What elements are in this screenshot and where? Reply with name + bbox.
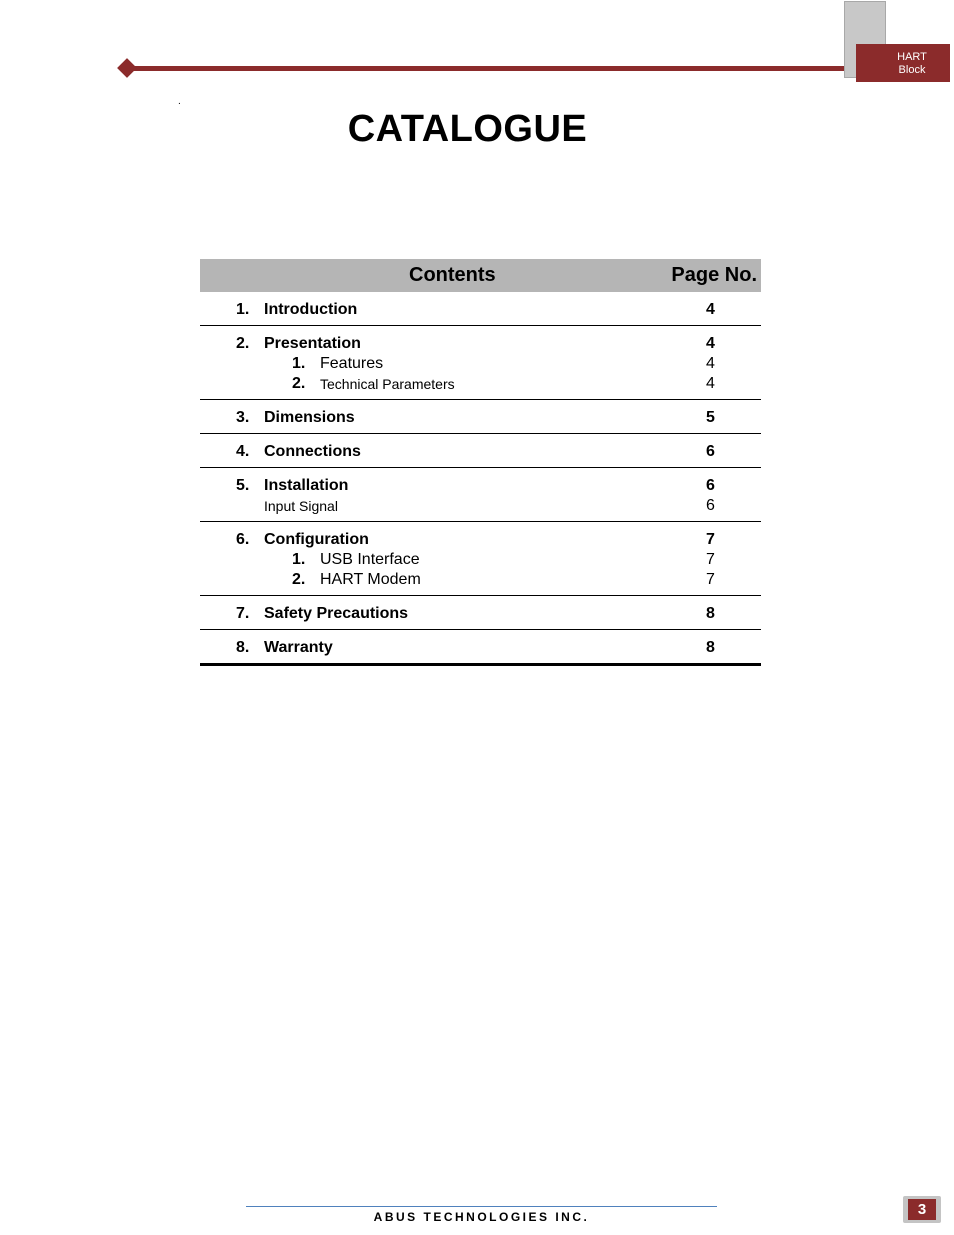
toc-entry-page: 7 — [706, 571, 715, 588]
toc-entry-page: 5 — [706, 409, 715, 426]
toc-entry-page: 7 — [706, 551, 715, 568]
contents-column-header: Contents — [409, 264, 496, 286]
toc-section — [200, 522, 761, 596]
toc-entry-label: Connections — [264, 443, 361, 460]
toc-entry-page: 7 — [706, 531, 715, 548]
toc-section — [200, 292, 761, 326]
toc-entry[interactable] — [200, 530, 761, 550]
toc-section — [200, 630, 761, 666]
footer-rule — [246, 1206, 717, 1207]
toc-entry[interactable] — [200, 638, 761, 658]
toc-entry-label: Configuration — [264, 531, 369, 548]
toc-entry-page: 4 — [706, 355, 715, 372]
toc-section — [200, 468, 761, 522]
toc-entry-label: Introduction — [264, 301, 358, 318]
toc-subentry[interactable] — [200, 550, 761, 570]
toc-entry-number: 2. — [292, 571, 306, 588]
toc-entry-page: 4 — [706, 375, 715, 392]
header-rule — [126, 66, 858, 71]
toc-entry[interactable] — [200, 442, 761, 462]
toc-section — [200, 326, 761, 400]
toc-entry-number: 1. — [236, 301, 250, 318]
toc-entry-page: 6 — [706, 477, 715, 494]
toc-entry-number: 4. — [236, 443, 250, 460]
page-number-column-header: Page No. — [671, 264, 757, 286]
toc-entry-label: Input Signal — [264, 498, 338, 514]
toc-entry-page: 4 — [706, 335, 715, 352]
toc-entry-label: Presentation — [264, 335, 361, 352]
toc-section — [200, 400, 761, 434]
section-tab-label-line1: HART — [897, 51, 927, 63]
toc-entry-number: 2. — [292, 375, 306, 392]
toc-entry-number: 1. — [292, 355, 306, 372]
toc-entry-page: 6 — [706, 443, 715, 460]
contents-table-body — [200, 292, 761, 666]
contents-table-header — [200, 259, 761, 292]
toc-entry-number: 2. — [236, 335, 250, 352]
toc-entry-number: 1. — [292, 551, 306, 568]
stray-dot: . — [178, 96, 181, 107]
toc-entry-page: 8 — [706, 639, 715, 656]
toc-entry[interactable] — [200, 300, 761, 320]
toc-entry[interactable] — [200, 334, 761, 354]
page-title: CATALOGUE — [347, 108, 588, 150]
page-number-badge — [903, 1196, 941, 1223]
page-number: 3 — [908, 1199, 936, 1220]
toc-entry[interactable] — [200, 604, 761, 624]
contents-table — [200, 259, 761, 666]
toc-section — [200, 596, 761, 630]
toc-entry-label: Safety Precautions — [264, 605, 409, 622]
toc-entry-number: 8. — [236, 639, 250, 656]
toc-entry[interactable] — [200, 408, 761, 428]
toc-entry-label: Dimensions — [264, 409, 355, 426]
toc-entry-number: 6. — [236, 531, 250, 548]
toc-entry-number: 3. — [236, 409, 250, 426]
toc-entry-number: 5. — [236, 477, 250, 494]
toc-entry-label: USB Interface — [320, 551, 420, 568]
toc-entry-page: 6 — [706, 497, 715, 514]
toc-entry-label: Features — [320, 355, 384, 372]
toc-section — [200, 434, 761, 468]
toc-subentry[interactable] — [200, 374, 761, 394]
toc-entry-number: 7. — [236, 605, 250, 622]
toc-entry[interactable] — [200, 476, 761, 496]
toc-subentry[interactable] — [200, 570, 761, 590]
footer-company: ABUS TECHNOLOGIES INC. — [373, 1210, 590, 1224]
toc-subentry[interactable] — [200, 354, 761, 374]
toc-subentry[interactable] — [200, 496, 761, 516]
header-diamond-ornament — [117, 58, 137, 78]
toc-entry-page: 4 — [706, 301, 715, 318]
toc-entry-label: Warranty — [264, 639, 333, 656]
toc-entry-label: HART Modem — [320, 571, 421, 588]
section-tab-label-line2: Block — [898, 64, 926, 76]
toc-entry-label: Installation — [264, 477, 349, 494]
section-tab — [856, 44, 950, 82]
toc-entry-page: 8 — [706, 605, 715, 622]
toc-entry-label: Technical Parameters — [320, 376, 455, 392]
